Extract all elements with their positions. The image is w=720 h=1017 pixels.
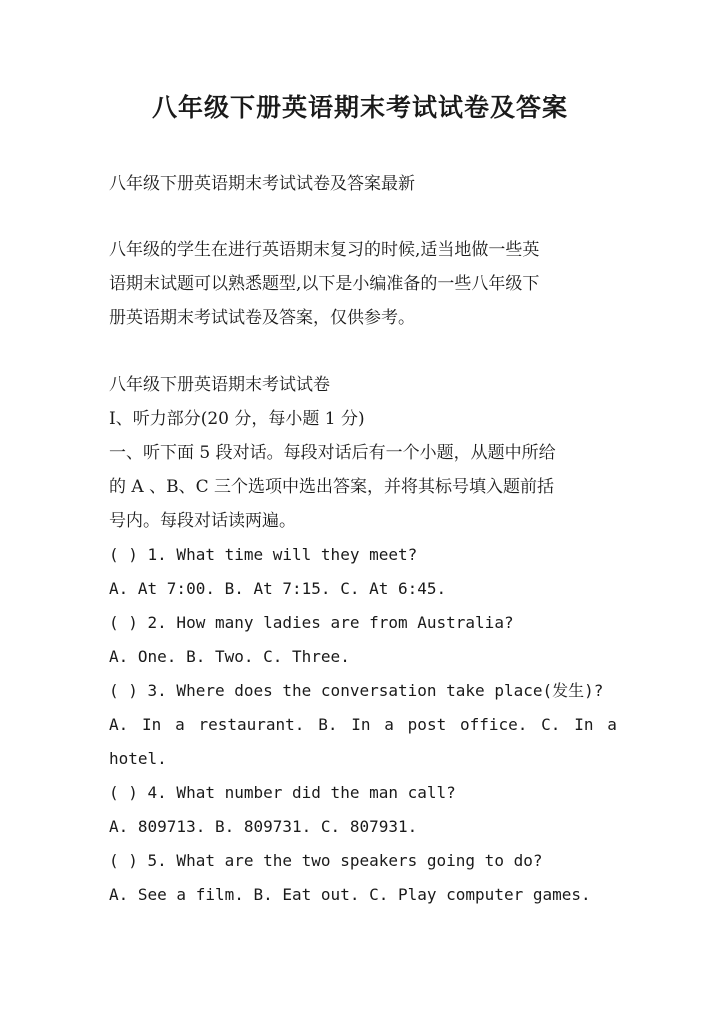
q3-option-word: a [175,715,185,734]
question-5-options: A. See a film. B. Eat out. C. Play computer games. [109,885,591,904]
question-1-options: A. At 7:00. B. At 7:15. C. At 6:45. [109,579,447,598]
document-title: 八年级下册英语期末考试试卷及答案 [151,93,568,122]
part-heading: Ⅰ、听力部分(20 分，每小题 1 分) [109,409,365,429]
section-heading: 八年级下册英语期末考试试卷 [109,375,330,395]
intro-line-1: 八年级的学生在进行英语期末复习的时候,适当地做一些英 [109,240,540,260]
instructions-line-2: 的 A 、B、C 三个选项中选出答案，并将其标号填入题前括 [109,477,554,497]
intro-line-2: 语期末试题可以熟悉题型,以下是小编准备的一些八年级下 [109,274,540,294]
q3-option-word: C. [541,715,561,734]
q3-option-word: a [384,715,394,734]
q3-option-word: a [607,715,617,734]
question-4-options: A. 809713. B. 809731. C. 807931. [109,817,418,836]
question-2-options: A. One. B. Two. C. Three. [109,647,350,666]
q3-option-word: In [351,715,371,734]
q3-option-word: office. [459,715,528,734]
q3-option-word: In [574,715,594,734]
question-5: ( ) 5. What are the two speakers going to do? [109,851,543,870]
q3-option-word: A. [109,715,129,734]
question-4: ( ) 4. What number did the man call? [109,783,456,802]
question-3-options [109,713,617,737]
question-1: ( ) 1. What time will they meet? [109,545,418,564]
question-3: ( ) 3. Where does the conversation take place(发生)? [109,681,604,700]
instructions-line-1: 一、听下面 5 段对话。每段对话后有一个小题，从题中所给 [109,443,556,463]
question-2: ( ) 2. How many ladies are from Australia? [109,613,514,632]
instructions-line-3: 号内。每段对话读两遍。 [109,511,296,531]
q3-option-word: In [142,715,162,734]
q3-option-word: restaurant. [198,715,305,734]
document-subtitle: 八年级下册英语期末考试试卷及答案最新 [109,174,415,194]
intro-line-3: 册英语期末考试试卷及答案，仅供参考。 [109,308,415,328]
q3-option-word: post [407,715,447,734]
question-3-options-continued: hotel. [109,749,167,768]
q3-option-word: B. [318,715,338,734]
